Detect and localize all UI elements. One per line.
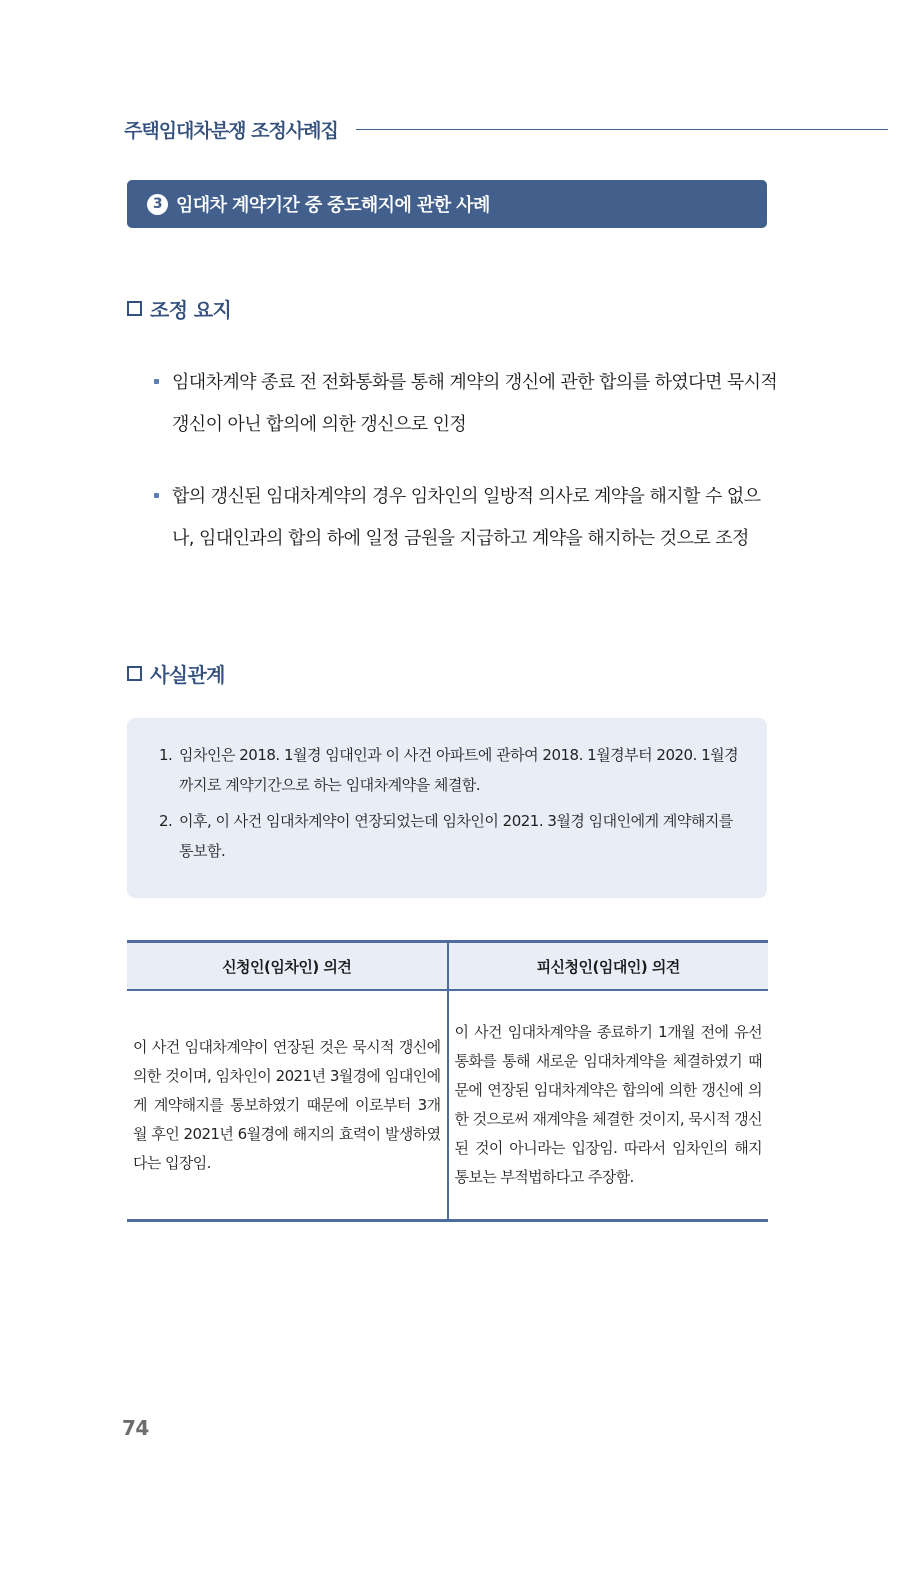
section-number-badge: 3 bbox=[147, 194, 168, 215]
fact-number: 2. bbox=[159, 812, 173, 830]
applicant-opinion-header: 신청인(임차인) 의견 bbox=[127, 942, 448, 991]
applicant-opinion-cell: 이 사건 임대차계약이 연장된 것은 묵시적 갱신에 의한 것이며, 임차인이 2021년 3월경에 임대인에게 계약해지를 통보하였기 때문에 이로부터 3개월 후인 2021년 6월경에 해지의 효력이 발생하였다는 입장임. bbox=[127, 990, 448, 1221]
summary-item-text: 임대차계약 종료 전 전화통화를 통해 계약의 갱신에 관한 합의를 하였다면 묵시적 갱신이 아닌 합의에 의한 갱신으로 인정 bbox=[172, 372, 778, 435]
running-header-title: 주택임대차분쟁 조정사례집 bbox=[124, 119, 338, 142]
section-banner bbox=[127, 180, 767, 228]
checkbox-square-icon bbox=[127, 666, 142, 681]
section-title: 임대차 계약기간 중 중도해지에 관한 사례 bbox=[176, 195, 490, 216]
facts-box bbox=[127, 718, 767, 898]
summary-list bbox=[150, 362, 780, 590]
fact-text: 임차인은 2018. 1월경 임대인과 이 사건 아파트에 관하여 2018. 1월경부터 2020. 1월경까지로 계약기간으로 하는 임대차계약을 체결함. bbox=[179, 746, 739, 794]
facts-heading bbox=[127, 659, 225, 688]
table-row bbox=[127, 990, 768, 1221]
bullet-icon bbox=[154, 493, 159, 498]
checkbox-square-icon bbox=[127, 301, 142, 316]
running-header bbox=[124, 114, 888, 144]
fact-text: 이후, 이 사건 임대차계약이 연장되었는데 임차인이 2021. 3월경 임대인에게 계약해지를 통보함. bbox=[179, 812, 733, 860]
fact-number: 1. bbox=[159, 746, 173, 764]
summary-heading bbox=[127, 294, 231, 323]
summary-item bbox=[150, 476, 780, 560]
summary-item-text: 합의 갱신된 임대차계약의 경우 임차인의 일방적 의사로 계약을 해지할 수 없으나, 임대인과의 합의 하에 일정 금원을 지급하고 계약을 해지하는 것으로 조정 bbox=[172, 486, 761, 549]
table-header-row bbox=[127, 942, 768, 991]
respondent-opinion-cell: 이 사건 임대차계약을 종료하기 1개월 전에 유선 통화를 통해 새로운 임대차계약을 체결하였기 때문에 연장된 임대차계약은 합의에 의한 갱신에 의한 것으로써 재계약을 체결한 것이지, 묵시적 갱신된 것이 아니라는 입장임. 따라서 임차인의 해지 통보는 부적법하다고 주장함. bbox=[448, 990, 769, 1221]
opinion-table bbox=[127, 940, 768, 1222]
page-number: 74 bbox=[122, 1416, 149, 1440]
bullet-icon bbox=[154, 379, 159, 384]
facts-heading-label: 사실관계 bbox=[150, 663, 225, 687]
fact-item bbox=[159, 806, 739, 866]
header-rule bbox=[356, 129, 888, 130]
summary-heading-label: 조정 요지 bbox=[150, 298, 232, 322]
respondent-opinion-header: 피신청인(임대인) 의견 bbox=[448, 942, 769, 991]
summary-item bbox=[150, 362, 780, 446]
fact-item bbox=[159, 740, 739, 800]
